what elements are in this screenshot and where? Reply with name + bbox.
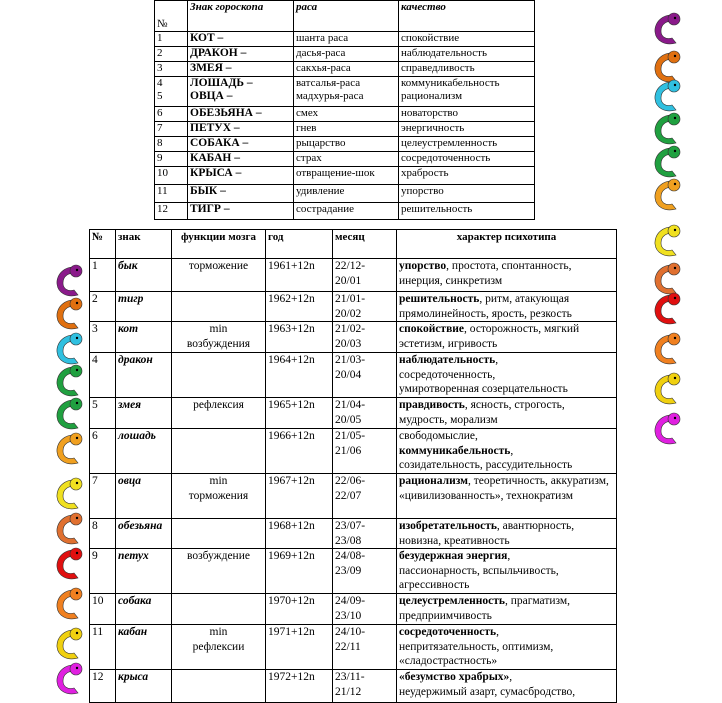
- year-formula: 1963+12n: [266, 322, 333, 353]
- character-description: правдивость, ясность, строгость, мудрость, морализм: [397, 398, 617, 429]
- snake-icon: [52, 395, 86, 433]
- row-number: 6: [155, 107, 188, 122]
- race-value: страх: [294, 152, 399, 167]
- row-number: 10: [155, 167, 188, 185]
- sign-name: петух: [116, 549, 172, 594]
- sign-name: кот: [116, 322, 172, 353]
- month-range: 21/01- 20/02: [333, 292, 397, 322]
- row-number: 11: [90, 625, 116, 670]
- brain-function: [172, 429, 266, 474]
- table-row: [155, 107, 535, 122]
- header-number: №: [155, 1, 188, 32]
- character-keyword: «безумство храбрых»: [399, 671, 510, 683]
- rooster-icon: [650, 290, 684, 328]
- character-keyword: целеустремленность: [399, 595, 506, 607]
- row-number: 4: [90, 353, 116, 398]
- character-keyword: наблюдательность: [399, 354, 496, 366]
- character-description: целеустремленность, прагматизм, предприимчивость: [397, 594, 617, 625]
- race-value: сострадание: [294, 203, 399, 220]
- year-formula: 1969+12n: [266, 549, 333, 594]
- year-formula: 1972+12n: [266, 670, 333, 703]
- horse-icon: [650, 176, 684, 214]
- brain-function: [172, 353, 266, 398]
- race-value: сакхья-раса: [294, 62, 399, 77]
- row-number: 3: [90, 322, 116, 353]
- quality-value: сосредоточенность: [399, 152, 535, 167]
- table-row: [90, 398, 617, 429]
- quality-value: новаторство: [399, 107, 535, 122]
- quality-value: энергичность: [399, 122, 535, 137]
- tiger-icon: [52, 295, 86, 333]
- header-character: характер психотипа: [397, 230, 617, 259]
- race-value: отвращение-шок: [294, 167, 399, 185]
- race-value: гнев: [294, 122, 399, 137]
- sign-name: ЛОШАДЬ – ОВЦА –: [188, 77, 294, 107]
- row-number: 10: [90, 594, 116, 625]
- horse-icon: [52, 430, 86, 468]
- race-value: ватсалья-раса мадхурья-раса: [294, 77, 399, 107]
- header-month: месяц: [333, 230, 397, 259]
- sign-name: ЗМЕЯ –: [188, 62, 294, 77]
- sign-name: змея: [116, 398, 172, 429]
- character-description: наблюдательность, сосредоточенность, умиротворенная созерцательность: [397, 353, 617, 398]
- brain-function: [172, 519, 266, 549]
- race-value: удивление: [294, 185, 399, 203]
- table-header-row: [155, 1, 535, 32]
- sign-name: СОБАКА –: [188, 137, 294, 152]
- month-range: 21/03- 20/04: [333, 353, 397, 398]
- row-number: 8: [90, 519, 116, 549]
- sign-name: ТИГР –: [188, 203, 294, 220]
- quality-value: упорство: [399, 185, 535, 203]
- character-description: «безумство храбрых», неудержимый азарт, сумасбродство,: [397, 670, 617, 703]
- character-keyword: коммуникабельность: [399, 444, 511, 457]
- year-formula: 1962+12n: [266, 292, 333, 322]
- character-description: безудержная энергия, пассионарность, вспыльчивость, агрессивность: [397, 549, 617, 594]
- table-row: [155, 47, 535, 62]
- brain-function: [172, 292, 266, 322]
- rat-icon: [52, 660, 86, 698]
- quality-value: целеустремленность: [399, 137, 535, 152]
- row-number: 9: [155, 152, 188, 167]
- table-row: [155, 152, 535, 167]
- month-range: 22/06- 22/07: [333, 474, 397, 519]
- table-row: [90, 549, 617, 594]
- row-number: 1: [155, 32, 188, 47]
- header-sign: Знак гороскопа: [188, 1, 294, 32]
- character-description: изобретательность, авантюрность, новизна, креативность: [397, 519, 617, 549]
- row-number: 11: [155, 185, 188, 203]
- sign-name: БЫК –: [188, 185, 294, 203]
- sign-name: ДРАКОН –: [188, 47, 294, 62]
- row-number: 1: [90, 259, 116, 292]
- sign-name: ПЕТУХ –: [188, 122, 294, 137]
- sign-name: крыса: [116, 670, 172, 703]
- bull-icon: [650, 10, 684, 48]
- brain-function: min рефлексии: [172, 625, 266, 670]
- month-range: 21/02- 20/03: [333, 322, 397, 353]
- row-number: 6: [90, 429, 116, 474]
- header-number: №: [90, 230, 116, 259]
- brain-function: min торможения: [172, 474, 266, 519]
- sign-name: овца: [116, 474, 172, 519]
- sign-name: тигр: [116, 292, 172, 322]
- table-row: [90, 625, 617, 670]
- table-row: [90, 292, 617, 322]
- character-description: сосредоточенность, непритязательность, оптимизм, «сладострастность»: [397, 625, 617, 670]
- character-keyword: рационализм: [399, 475, 468, 487]
- row-number: 4 5: [155, 77, 188, 107]
- character-description: спокойствие, осторожность, мягкий эстетизм, игривость: [397, 322, 617, 353]
- sign-name: дракон: [116, 353, 172, 398]
- sign-name: ОБЕЗЬЯНА –: [188, 107, 294, 122]
- year-formula: 1965+12n: [266, 398, 333, 429]
- quality-value: коммуникабельность рационализм: [399, 77, 535, 107]
- header-year: год: [266, 230, 333, 259]
- year-formula: 1970+12n: [266, 594, 333, 625]
- sign-name: собака: [116, 594, 172, 625]
- sheep-icon: [650, 222, 684, 260]
- dog-icon: [52, 585, 86, 623]
- row-number: 2: [155, 47, 188, 62]
- table-header-row: [90, 230, 617, 259]
- table-row: [90, 322, 617, 353]
- zodiac-race-table: [154, 0, 535, 220]
- header-race: раса: [294, 1, 399, 32]
- table-row: [155, 122, 535, 137]
- table-row: [90, 670, 617, 703]
- character-keyword: правдивость: [399, 399, 465, 411]
- race-value: рыцарство: [294, 137, 399, 152]
- quality-value: спокойствие: [399, 32, 535, 47]
- character-description: упорство, простота, спонтанность, инерция, синкретизм: [397, 259, 617, 292]
- sign-name: лошадь: [116, 429, 172, 474]
- table-row: [155, 62, 535, 77]
- table-row: [155, 203, 535, 220]
- row-number: 12: [155, 203, 188, 220]
- year-formula: 1966+12n: [266, 429, 333, 474]
- character-keyword: изобретательность: [399, 520, 497, 532]
- table-row: [90, 353, 617, 398]
- character-keyword: сосредоточенность: [399, 626, 497, 638]
- character-keyword: упорство: [399, 260, 447, 272]
- month-range: 24/10- 22/11: [333, 625, 397, 670]
- month-range: 21/04- 20/05: [333, 398, 397, 429]
- table-row: [155, 32, 535, 47]
- quality-value: справедливость: [399, 62, 535, 77]
- row-number: 2: [90, 292, 116, 322]
- race-value: смех: [294, 107, 399, 122]
- sign-name: бык: [116, 259, 172, 292]
- sign-name: КРЫСА –: [188, 167, 294, 185]
- sign-name: кабан: [116, 625, 172, 670]
- year-formula: 1964+12n: [266, 353, 333, 398]
- dog-icon: [650, 330, 684, 368]
- row-number: 3: [155, 62, 188, 77]
- quality-value: наблюдательность: [399, 47, 535, 62]
- sign-name: обезьяна: [116, 519, 172, 549]
- character-keyword: безудержная энергия: [399, 550, 508, 562]
- rat-icon: [650, 410, 684, 448]
- month-range: 23/07- 23/08: [333, 519, 397, 549]
- table-row: [90, 594, 617, 625]
- table-row: [155, 185, 535, 203]
- quality-value: храбрость: [399, 167, 535, 185]
- row-number: 5: [90, 398, 116, 429]
- table-row: [90, 259, 617, 292]
- table-row: [90, 474, 617, 519]
- brain-function: [172, 594, 266, 625]
- character-keyword: решительность: [399, 293, 480, 305]
- month-range: 24/08- 23/09: [333, 549, 397, 594]
- year-formula: 1968+12n: [266, 519, 333, 549]
- boar-icon: [650, 370, 684, 408]
- brain-function: [172, 670, 266, 703]
- year-formula: 1961+12n: [266, 259, 333, 292]
- race-value: дасья-раса: [294, 47, 399, 62]
- month-range: 24/09- 23/10: [333, 594, 397, 625]
- table-row: [155, 77, 535, 107]
- row-number: 8: [155, 137, 188, 152]
- sign-name: КАБАН –: [188, 152, 294, 167]
- character-description: рационализм, теоретичность, аккуратизм, «цивилизованность», технократизм: [397, 474, 617, 519]
- year-formula: 1971+12n: [266, 625, 333, 670]
- sheep-icon: [52, 475, 86, 513]
- month-range: 21/05- 21/06: [333, 429, 397, 474]
- brain-function: min возбуждения: [172, 322, 266, 353]
- quality-value: решительность: [399, 203, 535, 220]
- row-number: 12: [90, 670, 116, 703]
- month-range: 22/12- 20/01: [333, 259, 397, 292]
- brain-function: возбуждение: [172, 549, 266, 594]
- boar-icon: [52, 625, 86, 663]
- character-description: решительность, ритм, атакующая прямолинейность, ярость, резкость: [397, 292, 617, 322]
- character-description: свободомыслие, коммуникабельность, созидательность, рассудительность: [397, 429, 617, 474]
- table-row: [155, 137, 535, 152]
- brain-function: рефлексия: [172, 398, 266, 429]
- rooster-icon: [52, 545, 86, 583]
- header-quality: качество: [399, 1, 535, 32]
- brain-function: торможение: [172, 259, 266, 292]
- row-number: 7: [90, 474, 116, 519]
- table-row: [90, 519, 617, 549]
- header-sign: знак: [116, 230, 172, 259]
- table-row: [155, 167, 535, 185]
- monkey-icon: [52, 510, 86, 548]
- month-range: 23/11- 21/12: [333, 670, 397, 703]
- header-brain-function: функции мозга: [172, 230, 266, 259]
- race-value: шанта раса: [294, 32, 399, 47]
- sign-name: КОТ –: [188, 32, 294, 47]
- psychotype-table: [89, 229, 617, 703]
- row-number: 9: [90, 549, 116, 594]
- year-formula: 1967+12n: [266, 474, 333, 519]
- row-number: 7: [155, 122, 188, 137]
- character-keyword: спокойствие: [399, 323, 465, 335]
- table-row: [90, 429, 617, 474]
